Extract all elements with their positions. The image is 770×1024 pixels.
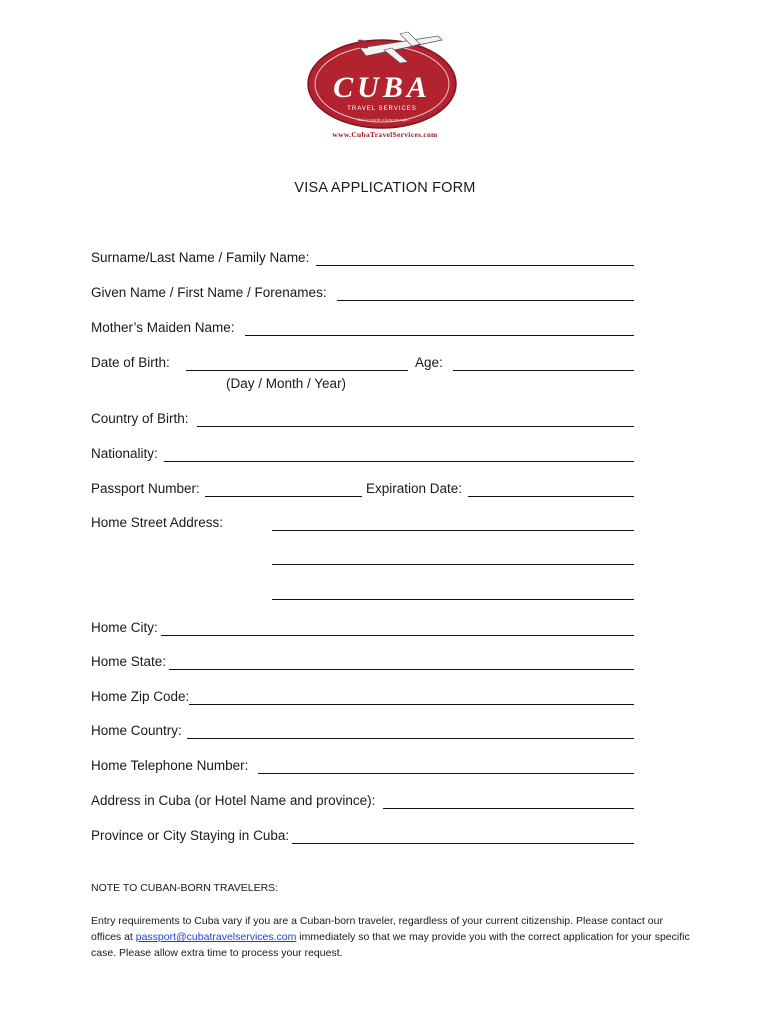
note-heading: NOTE TO CUBAN-BORN TRAVELERS: [91, 882, 279, 894]
mothers-maiden-name-label: Mother’s Maiden Name: [91, 320, 235, 335]
home-zip-code-field[interactable] [189, 704, 634, 705]
note-text-before: Entry requirements to Cuba vary if you are a Cuban-born traveler, regardless of your current citizenship. Please contact our offices at [91, 915, 663, 943]
home-telephone-field[interactable] [258, 773, 634, 774]
expiration-date-field[interactable] [468, 496, 634, 497]
country-of-birth-label: Country of Birth: [91, 411, 189, 426]
logo-tagline: TRAVEL SERVICES [347, 106, 417, 112]
mothers-maiden-name-field[interactable] [245, 335, 634, 336]
address-in-cuba-label: Address in Cuba (or Hotel Name and province): [91, 793, 376, 808]
cuba-travel-logo [300, 26, 470, 146]
given-name-label: Given Name / First Name / Forenames: [91, 285, 327, 300]
country-of-birth-field[interactable] [197, 426, 634, 427]
surname-field[interactable] [316, 265, 634, 266]
home-state-label: Home State: [91, 654, 167, 669]
home-street-address-line-3[interactable] [272, 599, 634, 600]
passport-number-label: Passport Number: [91, 481, 200, 496]
home-state-field[interactable] [169, 669, 634, 670]
nationality-field[interactable] [164, 461, 634, 462]
expiration-date-label: Expiration Date: [366, 481, 463, 496]
logo-emblem [300, 26, 470, 130]
home-zip-code-label: Home Zip Code: [91, 689, 190, 704]
home-telephone-label: Home Telephone Number: [91, 758, 249, 773]
surname-label: Surname/Last Name / Family Name: [91, 250, 310, 265]
note-body [91, 913, 691, 961]
dob-label: Date of Birth: [91, 355, 170, 370]
province-city-label: Province or City Staying in Cuba: [91, 828, 290, 843]
home-street-address-line-1[interactable] [272, 530, 634, 531]
address-in-cuba-field[interactable] [383, 808, 634, 809]
note-text-after: immediately so that we may provide you with the correct application for your specific case. Please allow extra time to process your request. [91, 931, 690, 959]
logo-slogan: Isn't it worth a long enough... [357, 117, 411, 122]
home-street-address-line-2[interactable] [272, 564, 634, 565]
passport-number-field[interactable] [205, 496, 362, 497]
age-label: Age: [415, 355, 443, 370]
form-title: VISA APPLICATION FORM [294, 180, 476, 196]
given-name-field[interactable] [337, 300, 634, 301]
logo-brand: CUBA [333, 71, 431, 104]
passport-email-link[interactable]: passport@cubatravelservices.com [135, 931, 297, 943]
home-country-field[interactable] [187, 738, 634, 739]
home-city-field[interactable] [161, 635, 634, 636]
province-city-field[interactable] [292, 843, 634, 844]
age-field[interactable] [453, 370, 634, 371]
home-street-address-label: Home Street Address: [91, 515, 224, 530]
logo-url: www.CubaTravelServices.com [332, 130, 438, 139]
home-city-label: Home City: [91, 620, 158, 635]
home-country-label: Home Country: [91, 723, 182, 738]
dob-field[interactable] [186, 370, 408, 371]
nationality-label: Nationality: [91, 446, 158, 461]
dob-format-hint: (Day / Month / Year) [226, 376, 347, 391]
